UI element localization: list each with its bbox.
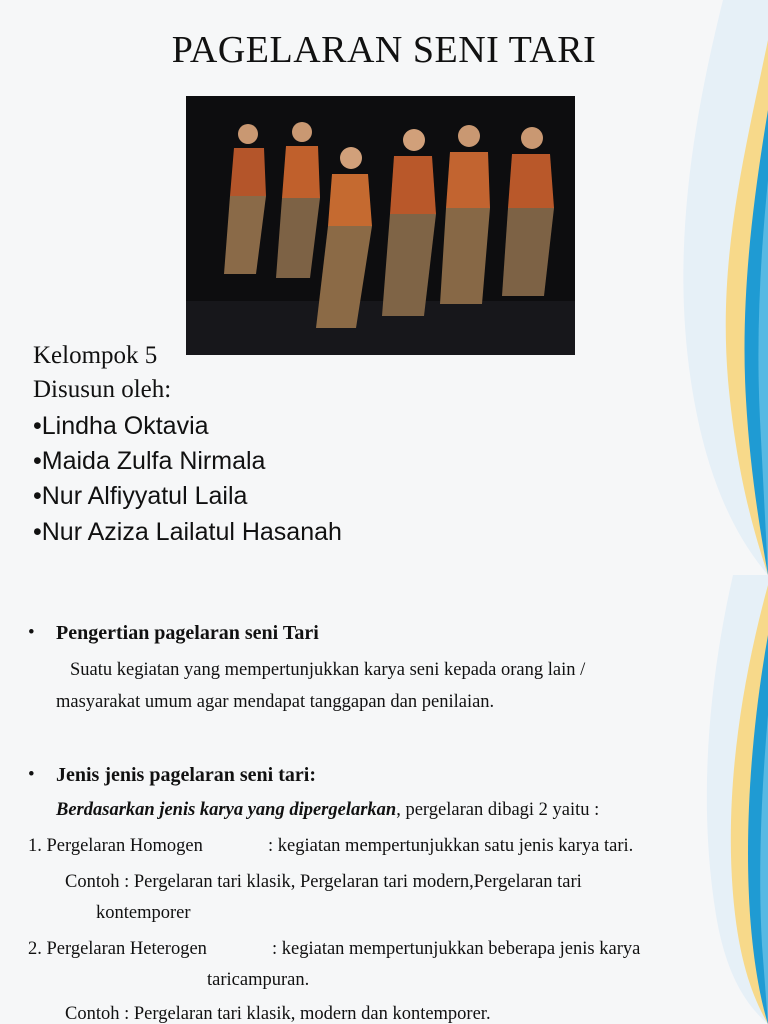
dance-photo [186, 96, 575, 355]
member-item: •Maida Zulfa Nirmala [33, 447, 266, 475]
basis-emphasis: Berdasarkan jenis karya yang dipergelarkan [56, 800, 397, 820]
wave-decoration [628, 0, 768, 575]
heading-types: Jenis jenis pagelaran seni tari: [56, 764, 316, 786]
item-label: 1. Pergelaran Homogen [28, 836, 203, 856]
heading-definition: Pengertian pagelaran seni Tari [56, 622, 319, 644]
bullet-icon: • [28, 764, 35, 785]
example-line: Contoh : Pergelaran tari klasik, modern dan kontemporer. [65, 1004, 491, 1024]
content-slide [0, 575, 768, 1024]
member-item: •Lindha Oktavia [33, 412, 209, 440]
wave-decoration [628, 575, 768, 1024]
member-item: •Nur Aziza Lailatul Hasanah [33, 518, 342, 546]
slide-title: PAGELARAN SENI TARI [171, 29, 597, 71]
item-description: : kegiatan mempertunjukkan beberapa jenis karya [272, 939, 641, 959]
item-description: : kegiatan mempertunjukkan satu jenis karya tari. [268, 836, 634, 856]
example-line: kontemporer [96, 903, 191, 923]
item-description: taricampuran. [207, 970, 310, 990]
definition-line: Suatu kegiatan yang mempertunjukkan karya seni kepada orang lain / [70, 660, 586, 680]
example-line: Contoh : Pergelaran tari klasik, Pergelaran tari modern,Pergelaran tari [65, 872, 582, 892]
group-label: Kelompok 5 [33, 342, 158, 369]
basis-line [56, 800, 599, 821]
prepared-by-label: Disusun oleh: [33, 376, 172, 403]
item-label: 2. Pergelaran Heterogen [28, 939, 207, 959]
definition-line: masyarakat umum agar mendapat tanggapan dan penilaian. [56, 692, 495, 712]
basis-rest: , pergelaran dibagi 2 yaitu : [396, 800, 600, 820]
member-item: •Nur Alfiyyatul Laila [33, 482, 248, 510]
bullet-icon: • [28, 622, 35, 643]
